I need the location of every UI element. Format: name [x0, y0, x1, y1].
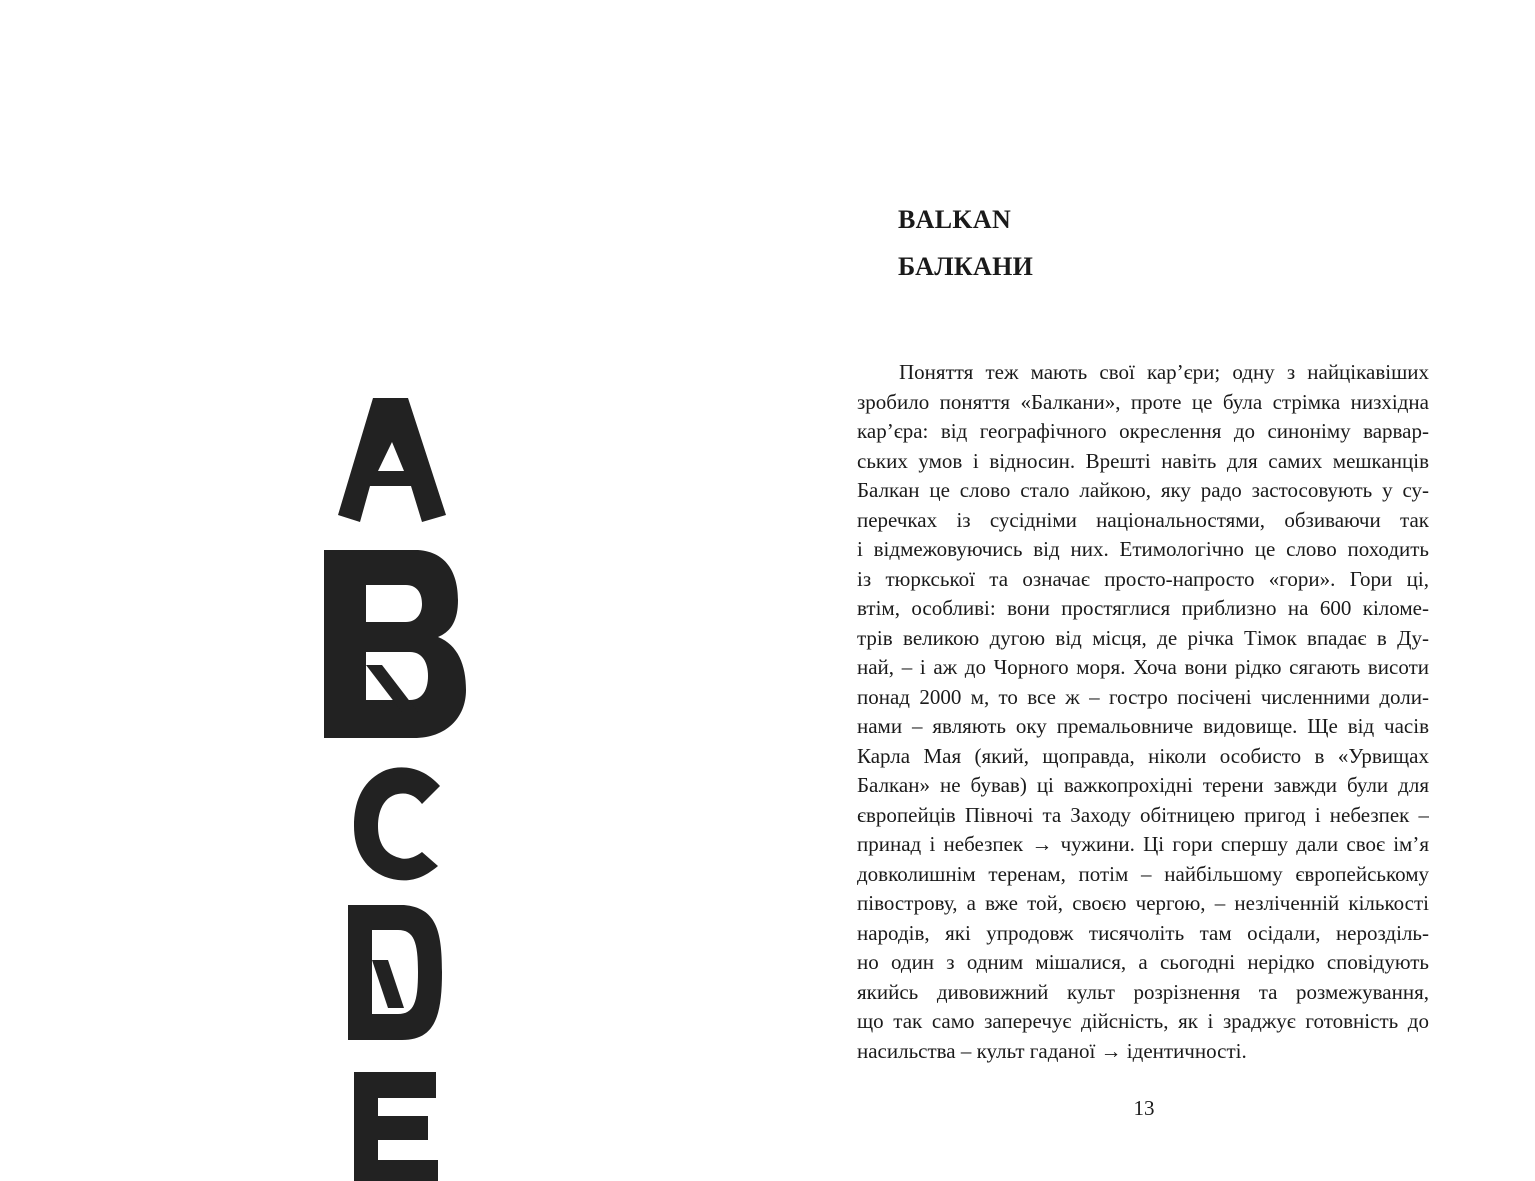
- body-line: що так само заперечує дійсність, як і зраджує готовність до: [857, 1009, 1429, 1033]
- letter-d-glyph: [348, 905, 442, 1040]
- body-line: перечках із сусідніми національностями, обзиваючи так: [857, 507, 1429, 532]
- letter-a-glyph: [338, 398, 446, 522]
- body-line: європейців Півночі та Заходу обітницею пригод і небезпек –: [857, 802, 1429, 827]
- body-line: трів великою дугою від місця, де річка Тімок впадає в Ду-: [857, 625, 1429, 650]
- body-line: Карла Мая (який, щоправда, ніколи особисто в «Урвищах: [857, 743, 1429, 768]
- body-line: кар’єра: від географічного окреслення до синоніму варвар-: [857, 419, 1429, 443]
- entry-body: [857, 358, 1429, 1066]
- body-line: Балкан» не бував) ці важкопрохідні терени завжди були для: [857, 773, 1429, 797]
- alphabet-column: [318, 0, 478, 1181]
- page-number: 13: [1133, 1096, 1155, 1120]
- body-line: зробило поняття «Балкани», проте це була стрімка низхідна: [857, 389, 1429, 414]
- body-line: якийсь дивовижний культ розрізнення та розмежування,: [857, 979, 1429, 1004]
- body-line: насильства – культ гаданої → ідентичності.: [857, 1038, 1247, 1063]
- entry-title-latin: BALKAN: [898, 205, 1012, 234]
- alphabet-letters-graphic: [318, 0, 478, 1181]
- body-line: ських умов і відносин. Врешті навіть для самих мешканців: [857, 448, 1429, 473]
- body-line: нами – являють оку премальовниче видовище. Ще від часів: [857, 714, 1429, 738]
- body-line: принад і небезпек → чужини. Ці гори спершу дали своє ім’я: [857, 832, 1429, 856]
- entry-title-cyrillic: БАЛКАНИ: [898, 252, 1034, 281]
- letter-b-glyph: [324, 550, 466, 738]
- body-line: понад 2000 м, то все ж – гостро посічені численними доли-: [857, 684, 1429, 709]
- body-line: довколишнім теренам, потім – найбільшому європейському: [857, 861, 1429, 886]
- body-line: і відмежовуючись від них. Етимологічно це слово походить: [857, 537, 1429, 561]
- body-line: народів, які упродовж тисячоліть там осідали, нерозділь-: [857, 920, 1429, 945]
- body-line: із тюркської та означає просто-напросто «гори». Гори ці,: [857, 566, 1429, 591]
- body-line: півострову, а вже той, своєю чергою, – незліченній кількості: [857, 891, 1429, 915]
- body-line: Балкан це слово стало лайкою, яку радо застосовують у су-: [857, 478, 1429, 502]
- body-line: най, – і аж до Чорного моря. Хоча вони рідко сягають висоти: [857, 655, 1429, 679]
- letter-e-glyph: [354, 1072, 438, 1181]
- body-line: втім, особливі: вони простяглися приблизно на 600 кіломе-: [857, 596, 1429, 620]
- body-line: но один з одним мішалися, а сьогодні нерідко сповідують: [857, 950, 1429, 974]
- body-line: Поняття теж мають свої кар’єри; одну з найцікавіших: [899, 360, 1429, 384]
- letter-d-stroke: [372, 960, 404, 1008]
- letter-c-glyph: [354, 767, 440, 880]
